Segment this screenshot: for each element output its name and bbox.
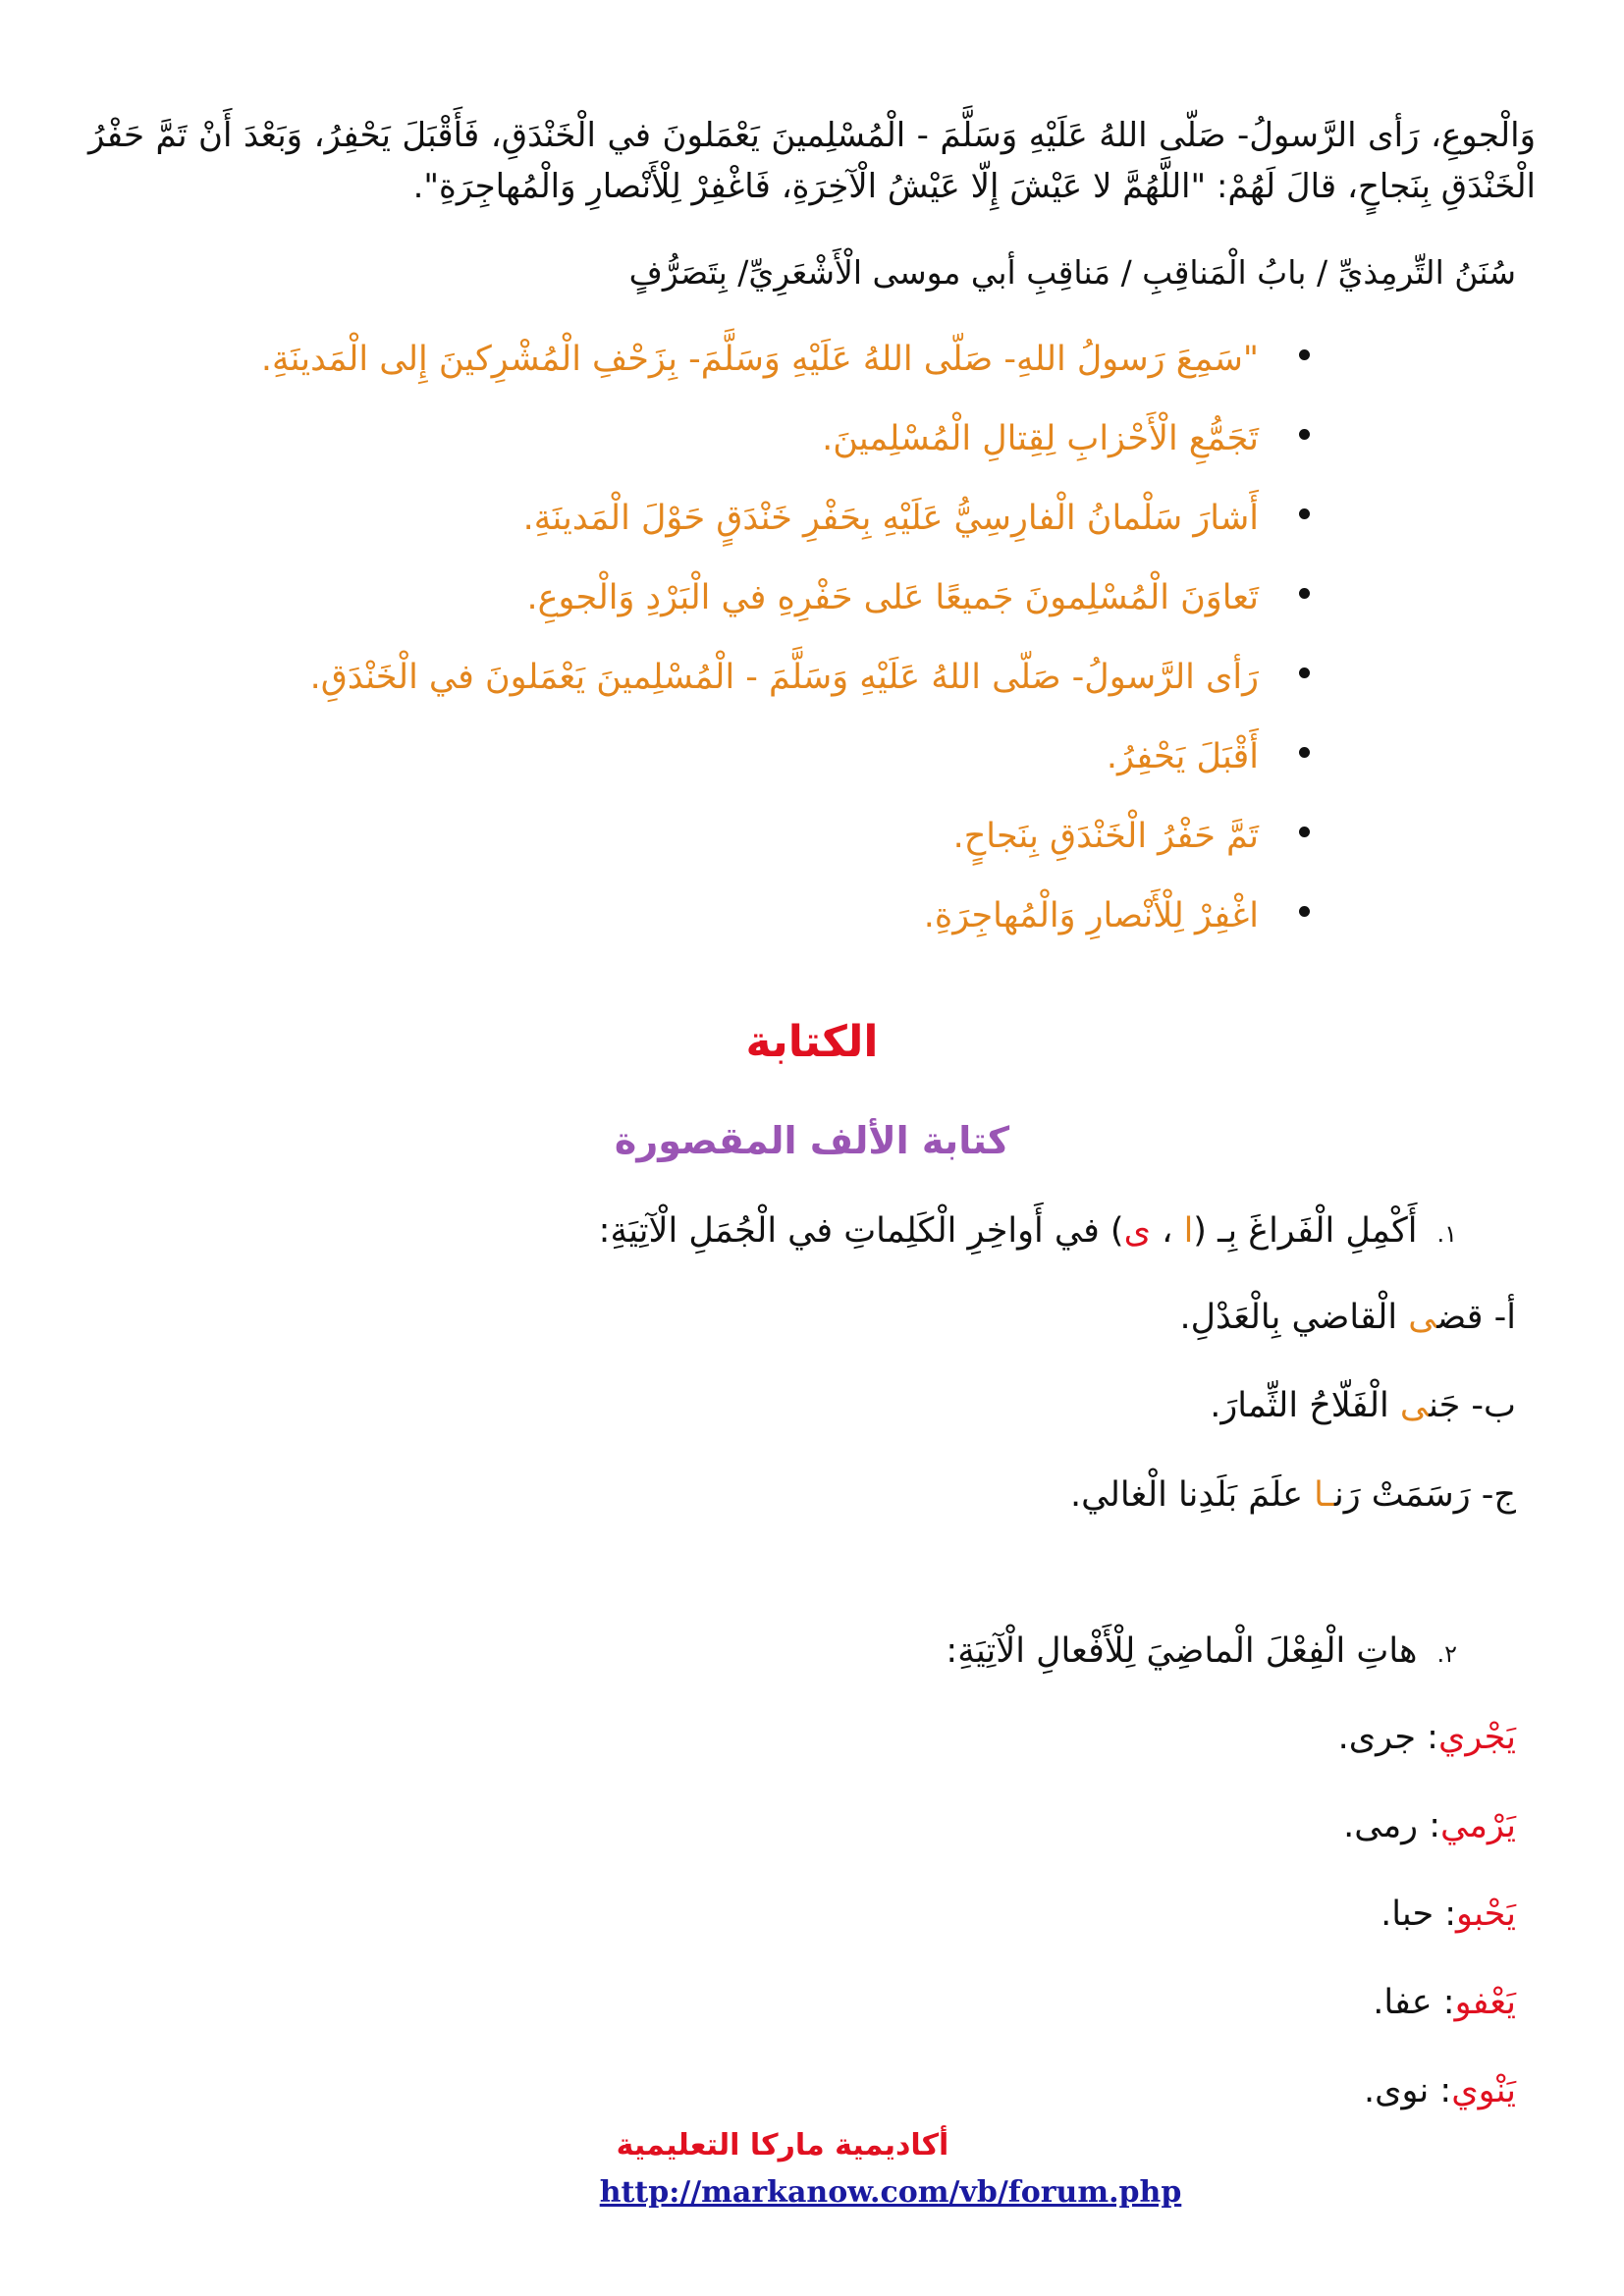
section-subtitle: كتابة الألف المقصورة <box>614 1119 1010 1162</box>
bullet-icon <box>1299 747 1310 758</box>
present-verb: يَعْفو <box>1454 1983 1516 2022</box>
past-verb: نوى. <box>1363 2071 1440 2110</box>
present-verb: يَجْري <box>1437 1718 1516 1757</box>
past-verb: جرى. <box>1337 1718 1428 1757</box>
list-item: رَأى الرَّسولُ- صَلّى اللهُ عَلَيْهِ وَسَلَّمَ - الْمُسْلِمينَ يَعْمَلونَ في الْخَنْدَقِ. <box>132 650 1310 729</box>
filled-letter: ى <box>1399 1386 1430 1425</box>
question-number: ٢. <box>1436 1640 1457 1668</box>
intro-paragraph: وَالْجوعِ، رَأى الرَّسولُ- صَلّى اللهُ عَلَيْهِ وَسَلَّمَ - الْمُسْلِمينَ يَعْمَلونَ في الْخَنْدَقِ، فَأَقْبَلَ يَحْفِرُ، وَبَعْدَ أَنْ تَمَّ حَفْرُ الْخَنْدَقِ بِنَجاحٍ، قالَ لَهُمْ: "اللَّهُمَّ لا عَيْشَ إِلّا عَيْشُ الْآخِرَةِ، فَاغْفِرْ لِلْأَنْصارِ وَالْمُهاجِرَةِ". <box>88 116 1536 206</box>
verb-line: يَرْمي: رمى. <box>1343 1806 1516 1845</box>
verb-line: يَعْفو: عفا. <box>1373 1983 1516 2022</box>
list-item: اغْفِرْ لِلْأَنْصارِ وَالْمُهاجِرَةِ. <box>132 888 1310 968</box>
present-verb: يَرْمي <box>1440 1806 1516 1845</box>
bullet-icon <box>1299 906 1310 917</box>
list-item: تَجَمُّعِ الْأَحْزابِ لِقِتالِ الْمُسْلِمينَ. <box>132 411 1310 491</box>
list-item: تَعاوَنَ الْمُسْلِمونَ جَميعًا عَلى حَفْرِهِ في الْبَرْدِ وَالْجوعِ. <box>132 570 1310 650</box>
past-verb: رمى. <box>1343 1806 1430 1845</box>
exercise-line-a: أ- قضى الْقاضي بِالْعَدْلِ. <box>1179 1298 1516 1337</box>
question-number: ١. <box>1436 1220 1457 1248</box>
bullet-icon <box>1299 429 1310 440</box>
list-item: "سَمِعَ رَسولُ اللهِ- صَلّى اللهُ عَلَيْهِ وَسَلَّمَ- بِزَحْفِ الْمُشْرِكينَ إِلى الْمَدينَةِ. <box>132 332 1310 411</box>
source-citation: سُنَنُ التِّرمِذيِّ / بابُ الْمَناقِبِ / مَناقِبِ أبي موسى الْأَشْعَرِيِّ/ بِتَصَرُّفٍ <box>628 253 1516 292</box>
list-item: أَقْبَلَ يَحْفِرُ. <box>132 729 1310 809</box>
verb-line: يَنْوي: نوى. <box>1363 2071 1516 2110</box>
present-verb: يَنْوي <box>1451 2071 1516 2110</box>
question-2: ٢.هاتِ الْفِعْلَ الْماضِيَ لِلْأَفْعالِ الْآتِيَةِ: <box>946 1631 1457 1671</box>
verb-line: يَجْري: جرى. <box>1337 1718 1516 1757</box>
bullet-icon <box>1299 827 1310 837</box>
list-item: تَمَّ حَفْرُ الْخَنْدَقِ بِنَجاحٍ. <box>132 809 1310 888</box>
verb-line: يَحْبو: حبا. <box>1380 1895 1516 1934</box>
question-1: ١.أَكْمِلِ الْفَراغَ بِـ (ا ، ى) في أَواخِرِ الْكَلِماتِ في الْجُمَلِ الْآتِيَةِ: <box>598 1211 1457 1251</box>
bullet-icon <box>1299 349 1310 360</box>
section-title: الكتابة <box>745 1017 879 1067</box>
alif-maqsura-letter: ى <box>1123 1211 1151 1251</box>
summary-bullet-list <box>132 332 1310 968</box>
past-verb: عفا. <box>1373 1983 1443 2022</box>
exercise-line-c: ج- رَسَمَتْ رَنـا علَمَ بَلَدِنا الْغالي. <box>1069 1475 1516 1515</box>
bullet-icon <box>1299 508 1310 519</box>
list-item: أَشارَ سَلْمانُ الْفارِسِيُّ عَلَيْهِ بِحَفْرِ خَنْدَقٍ حَوْلَ الْمَدينَةِ. <box>132 491 1310 570</box>
footer-academy-name: أكاديمية ماركا التعليمية <box>616 2128 949 2163</box>
exercise-line-b: ب- جَنى الْفَلّاحُ الثِّمارَ. <box>1210 1386 1516 1425</box>
past-verb: حبا. <box>1380 1895 1445 1934</box>
footer-forum-link[interactable]: http://markanow.com/vb/forum.php <box>599 2175 1182 2210</box>
present-verb: يَحْبو <box>1456 1895 1516 1934</box>
filled-letter: ـا <box>1314 1475 1335 1515</box>
alif-letter: ا <box>1183 1211 1194 1251</box>
bullet-icon <box>1299 667 1310 678</box>
bullet-icon <box>1299 588 1310 599</box>
filled-letter: ى <box>1408 1298 1437 1337</box>
